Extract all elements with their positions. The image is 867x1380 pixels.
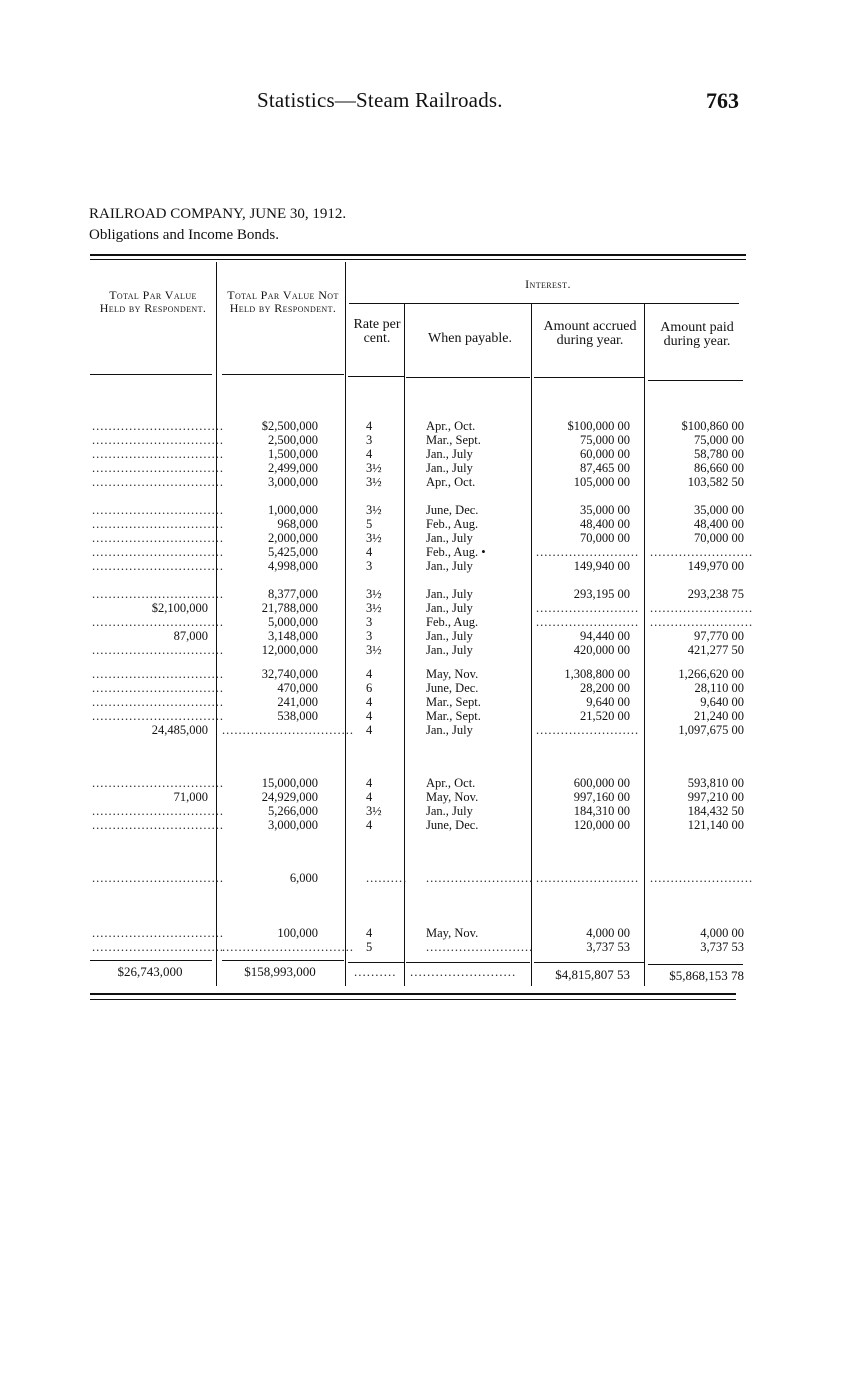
cell-rate: 3	[366, 433, 373, 447]
leader-dots: .........................	[536, 545, 640, 559]
header-accrued: Amount accrued during year.	[543, 319, 637, 348]
leader-dots: ................................	[92, 667, 224, 681]
totals-rule-2	[222, 960, 344, 961]
cell-not-held: 24,929,000	[261, 790, 318, 804]
table-row	[0, 587, 867, 601]
leader-dots: ................................	[92, 531, 224, 545]
cell-paid: $100,860 00	[681, 419, 744, 433]
leader-dots: ................................	[92, 695, 224, 709]
cell-accrued: 4,000 00	[586, 926, 630, 940]
leader-dots: .........................	[536, 615, 640, 629]
totals-rule-4	[406, 962, 530, 963]
cell-not-held: 1,000,000	[268, 503, 318, 517]
cell-when: Jan., July	[426, 587, 473, 601]
bottom-rule	[90, 993, 736, 995]
leader-dots: ................................	[92, 517, 224, 531]
cell-when: Feb., Aug. •	[426, 545, 486, 559]
cell-rate: 4	[366, 709, 373, 723]
total-not-held: $158,993,000	[244, 964, 316, 979]
table-row	[0, 615, 867, 629]
cell-paid: 4,000 00	[700, 926, 744, 940]
totals-rule-6	[648, 964, 743, 965]
cell-accrued: 997,160 00	[573, 790, 630, 804]
cell-not-held: 2,500,000	[268, 433, 318, 447]
cell-when: Jan., July	[426, 723, 473, 737]
cell-paid: 21,240 00	[694, 709, 744, 723]
cell-not-held: 3,000,000	[268, 475, 318, 489]
cell-not-held: 8,377,000	[268, 587, 318, 601]
cell-paid: 121,140 00	[687, 818, 744, 832]
cell-when: Jan., July	[426, 559, 473, 573]
cell-rate: 4	[366, 419, 373, 433]
header-rule-6	[648, 380, 743, 381]
leader-dots: ................................	[92, 818, 224, 832]
leader-dots: ................................	[92, 871, 224, 885]
cell-when: Apr., Oct.	[426, 475, 476, 489]
header-rule-4	[406, 377, 530, 378]
cell-when: Jan., July	[426, 531, 473, 545]
cell-when: Jan., July	[426, 629, 473, 643]
leader-dots: ................................	[92, 475, 224, 489]
cell-paid: 421,277 50	[687, 643, 744, 657]
leader-dots: ................................	[92, 545, 224, 559]
cell-held: $2,100,000	[151, 601, 208, 615]
cell-not-held: 241,000	[277, 695, 318, 709]
cell-when: June, Dec.	[426, 681, 479, 695]
table-row	[0, 681, 867, 695]
top-rule-2	[90, 259, 746, 260]
cell-rate: 4	[366, 818, 373, 832]
leader-dots: ................................	[222, 940, 354, 954]
cell-held: 24,485,000	[151, 723, 208, 737]
cell-paid: 70,000 00	[694, 531, 744, 545]
table-row	[0, 709, 867, 723]
cell-not-held: 6,000	[289, 871, 318, 885]
cell-paid: 593,810 00	[687, 776, 744, 790]
cell-rate: 4	[366, 723, 373, 737]
cell-paid: 48,400 00	[694, 517, 744, 531]
cell-when: Jan., July	[426, 601, 473, 615]
cell-accrued: 9,640 00	[586, 695, 630, 709]
header-rule-3	[348, 376, 404, 377]
table-row	[0, 503, 867, 517]
cell-when: June, Dec.	[426, 818, 479, 832]
cell-paid: 997,210 00	[687, 790, 744, 804]
table-row	[0, 559, 867, 573]
cell-accrued: 48,400 00	[580, 517, 630, 531]
cell-not-held: 3,148,000	[268, 629, 318, 643]
leader-dots: ................................	[92, 804, 224, 818]
header-rate: Rate per cent.	[353, 317, 401, 346]
cell-when: Apr., Oct.	[426, 776, 476, 790]
cell-accrued: 60,000 00	[580, 447, 630, 461]
cell-not-held: 1,500,000	[268, 447, 318, 461]
leader-dots: .........................	[650, 545, 754, 559]
cell-rate: 3½	[366, 601, 382, 615]
table-row	[0, 940, 867, 954]
table-row	[0, 433, 867, 447]
table-row	[0, 419, 867, 433]
leader-dots: .........................	[536, 871, 640, 885]
cell-rate: 3	[366, 629, 373, 643]
cell-not-held: 5,000,000	[268, 615, 318, 629]
cell-rate: 3	[366, 615, 373, 629]
cell-when: Jan., July	[426, 643, 473, 657]
cell-not-held: 32,740,000	[261, 667, 318, 681]
cell-rate: 3½	[366, 587, 382, 601]
cell-not-held: 470,000	[277, 681, 318, 695]
cell-when: May, Nov.	[426, 667, 479, 681]
cell-paid: 103,582 50	[687, 475, 744, 489]
cell-accrued: 600,000 00	[573, 776, 630, 790]
leader-dots: ................................	[92, 615, 224, 629]
table-row	[0, 926, 867, 940]
bottom-rule-2	[90, 999, 736, 1000]
cell-not-held: 4,998,000	[268, 559, 318, 573]
totals-rule-5	[534, 962, 644, 963]
leader-dots: ................................	[92, 926, 224, 940]
cell-paid: 75,000 00	[694, 433, 744, 447]
cell-accrued: 94,440 00	[580, 629, 630, 643]
leader-dots: .........................	[536, 723, 640, 737]
table-row	[0, 629, 867, 643]
cell-rate: 4	[366, 695, 373, 709]
header-paid: Amount paid during year.	[660, 320, 734, 349]
table-row	[0, 517, 867, 531]
cell-not-held: 538,000	[277, 709, 318, 723]
table-row	[0, 871, 867, 885]
table-row	[0, 531, 867, 545]
total-when-leader: .........................	[410, 964, 517, 979]
cell-not-held: 100,000	[277, 926, 318, 940]
cell-when: May, Nov.	[426, 790, 479, 804]
cell-rate: 5	[366, 940, 373, 954]
header-held: Total Par Value Held by Respondent.	[99, 288, 207, 315]
table-row	[0, 818, 867, 832]
total-rate-leader: ..........	[354, 964, 397, 979]
cell-paid: 3,737 53	[700, 940, 744, 954]
leader-dots: ..........................	[426, 940, 534, 954]
cell-when: Mar., Sept.	[426, 709, 481, 723]
header-rule-1	[90, 374, 212, 375]
page-number: 763	[706, 88, 739, 113]
cell-paid: 86,660 00	[694, 461, 744, 475]
cell-when: Apr., Oct.	[426, 419, 476, 433]
cell-when: Jan., July	[426, 461, 473, 475]
table-row	[0, 667, 867, 681]
table-row	[0, 461, 867, 475]
cell-rate: 4	[366, 545, 373, 559]
leader-dots: ................................	[92, 461, 224, 475]
table-row	[0, 447, 867, 461]
table-row	[0, 545, 867, 559]
cell-not-held: 2,000,000	[268, 531, 318, 545]
table-title: RAILROAD COMPANY, JUNE 30, 1912.	[89, 206, 347, 222]
total-held: $26,743,000	[117, 964, 183, 979]
cell-paid: 58,780 00	[694, 447, 744, 461]
cell-paid: 28,110 00	[694, 681, 744, 695]
leader-dots: ................................	[92, 559, 224, 573]
table-row	[0, 790, 867, 804]
cell-paid: 97,770 00	[694, 629, 744, 643]
cell-not-held: 15,000,000	[261, 776, 318, 790]
cell-when: Feb., Aug.	[426, 517, 479, 531]
cell-when: June, Dec.	[426, 503, 479, 517]
cell-paid: 293,238 75	[687, 587, 744, 601]
running-title: Statistics—Steam Railroads.	[257, 88, 503, 112]
leader-dots: .........................	[536, 601, 640, 615]
leader-dots: ..........	[366, 871, 408, 885]
cell-rate: 3½	[366, 531, 382, 545]
leader-dots: ................................	[92, 940, 224, 954]
cell-accrued: 149,940 00	[573, 559, 630, 573]
cell-paid: 1,266,620 00	[678, 667, 744, 681]
cell-accrued: 87,465 00	[580, 461, 630, 475]
table-subtitle: Obligations and Income Bonds.	[89, 227, 279, 243]
header-not-held: Total Par Value Not Held by Respondent.	[227, 288, 339, 315]
cell-not-held: 3,000,000	[268, 818, 318, 832]
cell-not-held: 5,425,000	[268, 545, 318, 559]
cell-accrued: 293,195 00	[573, 587, 630, 601]
cell-rate: 3	[366, 559, 373, 573]
cell-rate: 5	[366, 517, 373, 531]
leader-dots: .........................	[650, 615, 754, 629]
totals-rule-3	[348, 962, 404, 963]
cell-rate: 4	[366, 667, 373, 681]
cell-when: Mar., Sept.	[426, 433, 481, 447]
leader-dots: ..........................	[426, 871, 534, 885]
cell-accrued: 21,520 00	[580, 709, 630, 723]
cell-not-held: 21,788,000	[261, 601, 318, 615]
table-row	[0, 475, 867, 489]
leader-dots: .........................	[650, 871, 754, 885]
cell-paid: 184,432 50	[687, 804, 744, 818]
interest-rule	[349, 303, 739, 304]
cell-held: 87,000	[173, 629, 208, 643]
leader-dots: .........................	[650, 601, 754, 615]
cell-accrued: 1,308,800 00	[564, 667, 630, 681]
cell-when: Jan., July	[426, 447, 473, 461]
cell-accrued: 28,200 00	[580, 681, 630, 695]
cell-accrued: $100,000 00	[567, 419, 630, 433]
cell-accrued: 75,000 00	[580, 433, 630, 447]
leader-dots: ................................	[92, 433, 224, 447]
cell-rate: 3½	[366, 643, 382, 657]
leader-dots: ................................	[92, 776, 224, 790]
cell-rate: 4	[366, 776, 373, 790]
table-row	[0, 601, 867, 615]
header-rule-5	[534, 377, 644, 378]
cell-paid: 35,000 00	[694, 503, 744, 517]
cell-rate: 3½	[366, 461, 382, 475]
cell-not-held: 5,266,000	[268, 804, 318, 818]
header-when: When payable.	[428, 331, 512, 346]
cell-rate: 4	[366, 790, 373, 804]
header-interest: Interest.	[525, 277, 571, 291]
table-row	[0, 776, 867, 790]
cell-accrued: 35,000 00	[580, 503, 630, 517]
cell-held: 71,000	[173, 790, 208, 804]
cell-not-held: 2,499,000	[268, 461, 318, 475]
cell-paid: 149,970 00	[687, 559, 744, 573]
leader-dots: ................................	[92, 709, 224, 723]
leader-dots: ................................	[92, 643, 224, 657]
total-accrued: $4,815,807 53	[555, 967, 630, 982]
table-row	[0, 695, 867, 709]
cell-when: Jan., July	[426, 804, 473, 818]
cell-accrued: 120,000 00	[573, 818, 630, 832]
leader-dots: ................................	[92, 503, 224, 517]
cell-accrued: 420,000 00	[573, 643, 630, 657]
cell-rate: 3½	[366, 503, 382, 517]
cell-when: Mar., Sept.	[426, 695, 481, 709]
cell-rate: 3½	[366, 475, 382, 489]
table-row	[0, 643, 867, 657]
cell-rate: 4	[366, 926, 373, 940]
totals-rule-1	[90, 960, 212, 961]
leader-dots: ................................	[92, 447, 224, 461]
leader-dots: ................................	[92, 419, 224, 433]
cell-accrued: 3,737 53	[586, 940, 630, 954]
cell-when: Feb., Aug.	[426, 615, 479, 629]
cell-accrued: 184,310 00	[573, 804, 630, 818]
cell-not-held: 968,000	[277, 517, 318, 531]
leader-dots: ................................	[222, 723, 354, 737]
top-rule	[90, 254, 746, 256]
table-row	[0, 804, 867, 818]
cell-rate: 6	[366, 681, 373, 695]
cell-when: May, Nov.	[426, 926, 479, 940]
cell-paid: 1,097,675 00	[678, 723, 744, 737]
table-row	[0, 723, 867, 737]
cell-not-held: 12,000,000	[261, 643, 318, 657]
leader-dots: ................................	[92, 681, 224, 695]
cell-rate: 3½	[366, 804, 382, 818]
cell-accrued: 105,000 00	[573, 475, 630, 489]
cell-rate: 4	[366, 447, 373, 461]
leader-dots: ................................	[92, 587, 224, 601]
header-rule-2	[222, 374, 344, 375]
cell-paid: 9,640 00	[700, 695, 744, 709]
total-paid: $5,868,153 78	[669, 968, 744, 983]
cell-not-held: $2,500,000	[261, 419, 318, 433]
cell-accrued: 70,000 00	[580, 531, 630, 545]
